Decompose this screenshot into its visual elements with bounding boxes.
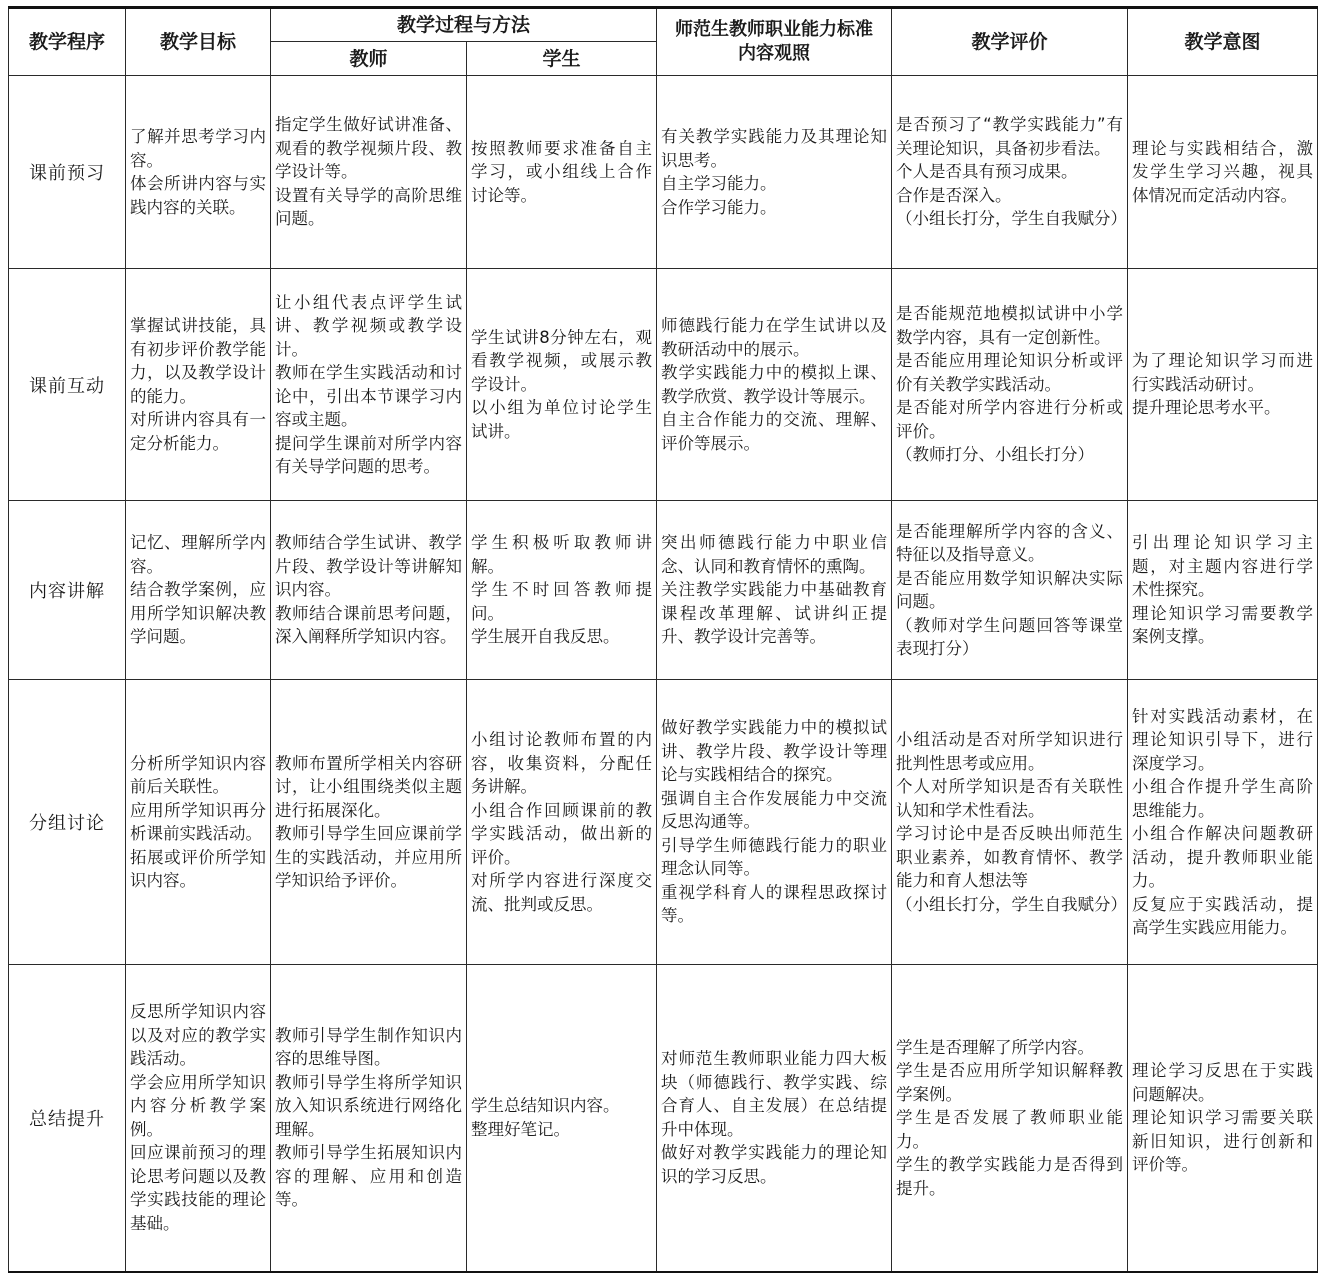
cell-line: 分析所学知识内容前后关联性。 [130,753,266,796]
cell-line: 是否能应用数学知识解决实际问题。 [896,568,1124,611]
cell-line: 以小组为单位讨论学生试讲。 [471,398,653,441]
evaluation-cell [892,76,1128,269]
cell-line: 学生是否理解了所学内容。 [896,1037,1095,1057]
table-row [9,680,1318,965]
evaluation-cell [892,680,1128,965]
cell-line: 重视学科育人的课程思政探讨等。 [661,882,888,926]
cell-line: 做好教学实践能力中的模拟试讲、教学片段、教学设计等理论与实践相结合的探究。 [661,718,888,785]
cell-line: 为了理论知识学习而进行实践活动研讨。 [1132,351,1314,394]
cell-line: （小组长打分，学生自我赋分） [896,894,1128,914]
cell-line: 了解并思考学习内容。 [130,127,266,170]
goal-cell [126,269,271,501]
cell-line: 强调自主合作发展能力中交流反思沟通等。 [661,788,888,832]
cell-line: 自主合作能力的交流、理解、评价等展示。 [661,410,888,453]
intent-cell [1128,680,1318,965]
cell-line: 让小组代表点评学生试讲、教学视频或教学设计。 [275,292,462,359]
cell-line: 小组活动是否对所学知识进行批判性思考或应用。 [896,730,1124,773]
cell-line: 教学实践能力中的模拟上课、教学欣赏、教学设计等展示。 [661,363,888,406]
student-cell [467,965,657,1272]
goal-cell [126,76,271,269]
cell-line: 教师布置所学相关内容研讨，让小组围绕类似主题进行拓展深化。 [275,753,462,820]
cell-line: 指定学生做好试讲准备、观看的教学视频片段、教学设计等。 [275,115,462,182]
table-row [9,965,1318,1272]
cell-line: 做好对教学实践能力的理论知识的学习反思。 [661,1143,888,1186]
header-evaluation: 教学评价 [892,8,1128,76]
cell-line: 小组讨论教师布置的内容，收集资料，分配任务讲解。 [471,730,653,796]
intent-cell [1128,501,1318,680]
header-goal: 教学目标 [126,8,271,76]
student-cell [467,501,657,680]
cell-line: 合作学习能力。 [661,197,777,217]
cell-line: 体会所讲内容与实践内容的关联。 [130,174,266,217]
cell-line: 是否能对所学内容进行分析或评价。 [896,398,1124,441]
cell-line: 理论知识学习需要教学案例支撑。 [1132,603,1314,647]
cell-line: 学生是否发展了教师职业能力。 [896,1108,1124,1151]
cell-line: 对所学内容进行深度交流、批判或反思。 [471,871,653,914]
cell-line: 引导学生师德践行能力的职业理念认同等。 [661,835,888,879]
cell-line: 针对实践活动素材，在理论知识引导下，进行深度学习。 [1132,706,1314,773]
cell-line: 教师引导学生将所学知识放入知识系统进行网络化理解。 [275,1072,462,1139]
cell-line: 是否能规范地模拟试讲中小学数学内容，具有一定创新性。 [896,304,1124,347]
cell-line: 小组合作提升学生高阶思维能力。 [1132,777,1314,820]
cell-line: 小组合作解决问题教研活动，提升教师职业能力。 [1132,824,1314,890]
cell-line: 有关教学实践能力及其理论知识思考。 [661,127,888,170]
standard-cell [657,269,892,501]
cell-line: 学生展开自我反思。 [471,627,620,647]
cell-line: 学生是否应用所学知识解释教学案例。 [896,1061,1124,1104]
cell-line: 引出理论知识学习主题，对主题内容进行学术性探究。 [1132,533,1314,600]
student-cell [467,269,657,501]
cell-line: 学生积极听取教师讲解。 [471,533,653,576]
cell-line: 掌握试讲技能，具有初步评价教学能力，以及教学设计的能力。 [130,316,266,406]
intent-cell [1128,269,1318,501]
cell-line: （教师打分、小组长打分） [896,445,1095,465]
teacher-cell [271,501,467,680]
cell-line: 提升理论思考水平。 [1132,398,1281,418]
page [8,6,1317,1273]
cell-line: 学会应用所学知识内容分析教学案例。 [130,1072,266,1139]
cell-line: 对师范生教师职业能力四大板块（师德践行、教学实践、综合育人、自主发展）在总结提升中体现。 [661,1049,888,1139]
cell-line: 教师引导学生拓展知识内容的理解、应用和创造等。 [275,1143,462,1210]
step-cell: 课前预习 [9,76,126,269]
teacher-cell [271,76,467,269]
cell-line: 反复应于实践活动，提高学生实践应用能力。 [1132,894,1314,937]
header-process: 教学过程与方法 [271,8,657,42]
teacher-cell [271,965,467,1272]
step-cell: 内容讲解 [9,501,126,680]
cell-line: 师德践行能力在学生试讲以及教研活动中的展示。 [661,316,888,359]
cell-line: 学生总结知识内容。 [471,1096,620,1116]
cell-line: 结合教学案例，应用所学知识解决教学问题。 [130,580,266,647]
header-teacher: 教师 [271,42,467,76]
teacher-cell [271,269,467,501]
cell-line: 回应课前预习的理论思考问题以及教学实践技能的理论基础。 [130,1143,266,1233]
cell-line: 对所讲内容具有一定分析能力。 [130,410,266,453]
standard-cell [657,501,892,680]
table-row [9,269,1318,501]
table-row [9,76,1318,269]
cell-line: 是否预习了“教学实践能力”有关理论知识，具备初步看法。 [896,115,1124,158]
standard-cell [657,965,892,1272]
cell-line: 应用所学知识再分析课前实践活动。 [130,800,266,843]
step-cell: 课前互动 [9,269,126,501]
cell-line: 小组合作回顾课前的教学实践活动，做出新的评价。 [471,800,653,867]
header-standard: 师范生教师职业能力标准内容观照 [657,8,892,76]
step-cell: 总结提升 [9,965,126,1272]
cell-line: 合作是否深入。 [896,185,1012,205]
cell-line: 教师引导学生制作知识内容的思维导图。 [275,1025,462,1069]
student-cell [467,76,657,269]
cell-line: 突出师德践行能力中职业信念、认同和教育情怀的熏陶。 [661,533,888,576]
cell-line: （小组长打分，学生自我赋分） [896,209,1128,229]
cell-line: 学生试讲8分钟左右，观看教学视频，或展示教学设计。 [471,327,653,394]
cell-line: 整理好笔记。 [471,1119,570,1139]
cell-line: 记忆、理解所学内容。 [130,533,266,576]
cell-line: 个人是否具有预习成果。 [896,162,1078,182]
student-cell [467,680,657,965]
cell-line: 按照教师要求准备自主学习，或小组线上合作讨论等。 [471,138,653,205]
teacher-cell [271,680,467,965]
header-row-1 [9,8,1318,42]
header-student: 学生 [467,42,657,76]
cell-line: 学生的教学实践能力是否得到提升。 [896,1155,1124,1198]
teaching-design-table [8,6,1318,1273]
intent-cell [1128,965,1318,1272]
cell-line: 提问学生课前对所学内容有关导学问题的思考。 [275,433,462,476]
cell-line: 理论与实践相结合，激发学生学习兴趣，视具体情况而定活动内容。 [1132,138,1314,205]
cell-line: 设置有关导学的高阶思维问题。 [275,185,462,229]
cell-line: （教师对学生问题回答等课堂表现打分） [896,615,1124,658]
cell-line: 反思所学知识内容以及对应的教学实践活动。 [130,1002,266,1069]
goal-cell [126,680,271,965]
cell-line: 教师引导学生回应课前学生的实践活动，并应用所学知识给予评价。 [275,824,462,890]
cell-line: 理论知识学习需要关联新旧知识，进行创新和评价等。 [1132,1108,1314,1174]
cell-line: 自主学习能力。 [661,174,777,193]
cell-line: 是否能应用理论知识分析或评价有关教学实践活动。 [896,351,1124,394]
cell-line: 是否能理解所学内容的含义、特征以及指导意义。 [896,521,1124,564]
table-body [9,76,1318,1272]
cell-line: 学习讨论中是否反映出师范生职业素养，如教育情怀、教学能力和育人想法等 [896,824,1124,890]
step-cell: 分组讨论 [9,680,126,965]
header-procedure: 教学程序 [9,8,126,76]
evaluation-cell [892,965,1128,1272]
cell-line: 拓展或评价所学知识内容。 [130,847,266,890]
evaluation-cell [892,501,1128,680]
cell-line: 教师结合学生试讲、教学片段、教学设计等讲解知识内容。 [275,533,462,600]
cell-line: 理论学习反思在于实践问题解决。 [1132,1061,1314,1104]
cell-line: 学生不时回答教师提问。 [471,580,653,623]
standard-cell [657,680,892,965]
cell-line: 教师结合课前思考问题，深入阐释所学知识内容。 [275,603,462,647]
cell-line: 教师在学生实践活动和讨论中，引出本节课学习内容或主题。 [275,363,462,429]
standard-cell [657,76,892,269]
evaluation-cell [892,269,1128,501]
table-row [9,501,1318,680]
goal-cell [126,501,271,680]
cell-line: 个人对所学知识是否有关联性认知和学术性看法。 [896,777,1124,820]
cell-line: 关注教学实践能力中基础教育课程改革理解、试讲纠正提升、教学设计完善等。 [661,580,888,647]
goal-cell [126,965,271,1272]
intent-cell [1128,76,1318,269]
header-intent: 教学意图 [1128,8,1318,76]
